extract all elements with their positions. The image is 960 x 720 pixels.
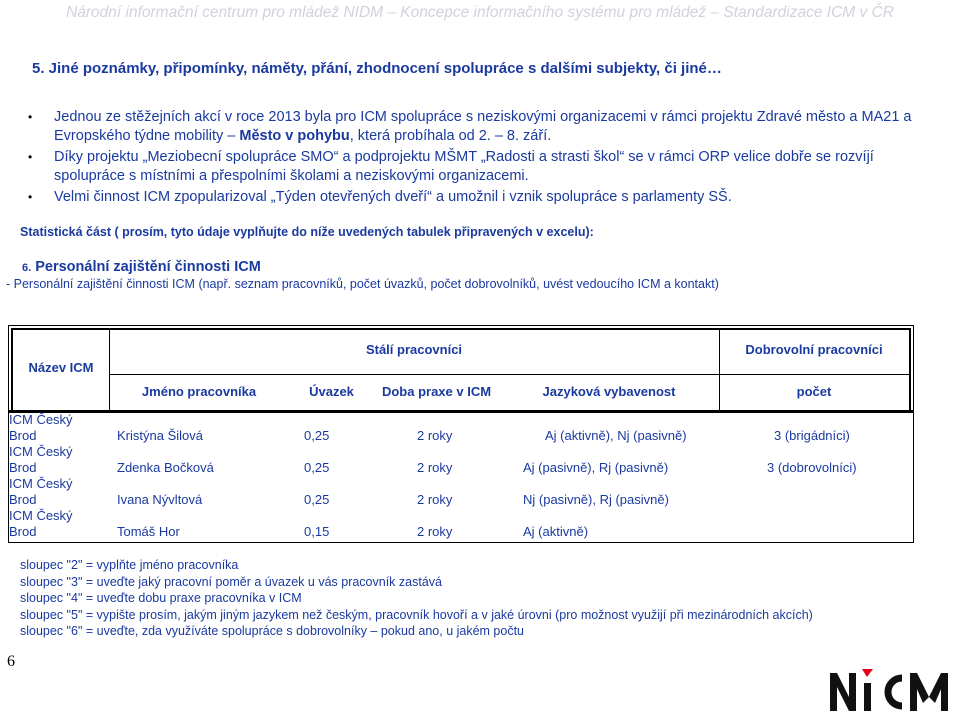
table-row: [9, 410, 913, 442]
cell-icm: ICM Český: [9, 444, 73, 459]
cell-praxe: 2 roky: [417, 428, 453, 443]
header-uvazek: Úvazek: [309, 384, 354, 399]
cell-pocet: 3 (brigádníci): [774, 428, 850, 443]
cell-jmeno: Ivana Nývltová: [117, 492, 203, 507]
cell-icm: Brod: [9, 492, 37, 507]
cell-jmeno: Tomáš Hor: [117, 524, 180, 539]
header-stali-pracovnici: Stálí pracovníci: [365, 342, 463, 357]
section-6-subtitle: - Personální zajištění činnosti ICM (např. seznam pracovníků, počet úvazků, počet dobrovolníků, uvést vedoucího ICM a kontakt): [6, 277, 719, 291]
section-6-number: 6.: [22, 262, 32, 274]
cell-jazyk: Aj (pasivně), Rj (pasivně): [523, 460, 669, 475]
cell-pocet: 3 (dobrovolníci): [767, 460, 857, 475]
column-notes: [20, 557, 813, 640]
header-pocet: počet: [796, 384, 832, 399]
running-header: Národní informační centrum pro mládež NIDM – Koncepce informačního systému pro mládež – Standardizace ICM v ČR: [66, 4, 894, 21]
bullet-icon: •: [28, 150, 33, 164]
bullet-bold-text: Město v pohybu: [239, 128, 350, 144]
bullet-icon: •: [28, 110, 33, 124]
nicm-logo: [826, 663, 956, 715]
cell-praxe: 2 roky: [417, 492, 453, 507]
table-header: [9, 326, 913, 413]
section-6-title: [22, 259, 261, 275]
bullet-item: [28, 148, 930, 186]
cell-uvazek: 0,25: [304, 460, 330, 475]
header-dobrovolni-pracovnici: Dobrovolní pracovníci: [745, 342, 883, 357]
note-line: sloupec "6" = uveďte, zda využíváte spolupráce s dobrovolníky – pokud ano, u jakém počtu: [20, 624, 525, 639]
cell-jazyk: Aj (aktivně): [523, 524, 589, 539]
bullet-icon: •: [28, 190, 33, 204]
table-row: [9, 474, 913, 506]
statistics-heading: Statistická část ( prosím, tyto údaje vyplňujte do níže uvedených tabulek připravených v excelu):: [20, 225, 594, 239]
bullet-text: , která probíhala od 2. – 8. září.: [349, 128, 552, 144]
cell-uvazek: 0,25: [304, 492, 330, 507]
bullet-item: [28, 188, 930, 207]
bullet-item: [28, 108, 930, 146]
personnel-table: [8, 325, 914, 543]
table-rule: [11, 328, 911, 330]
cell-praxe: 2 roky: [417, 460, 453, 475]
table-row: [9, 442, 913, 474]
bullet-list: [28, 108, 930, 209]
cell-icm: ICM Český: [9, 508, 73, 523]
table-row: [9, 506, 913, 538]
header-jazykova-vybavenost: Jazyková vybavenost: [542, 384, 676, 399]
header-nazev-icm: Název ICM: [28, 360, 94, 375]
page-number: 6: [7, 653, 15, 670]
bullet-text: Velmi činnost ICM zpopularizoval „Týden otevřených dveří“ a umožnil i vznik spolupráce s parlamenty SŠ.: [54, 189, 732, 205]
cell-jazyk: Aj (aktivně), Nj (pasivně): [545, 428, 687, 443]
note-line: sloupec "5" = vypište prosím, jakým jiným jazykem než českým, pracovník hovoří a v jaké úrovni (pro možnost využijí při mezinárodních akcích): [20, 607, 813, 622]
header-doba-praxe: Doba praxe v ICM: [381, 384, 492, 399]
cell-uvazek: 0,25: [304, 428, 330, 443]
cell-jmeno: Kristýna Šilová: [117, 428, 203, 443]
bullet-text: Jednou ze stěžejních akcí v roce 2013 byla pro ICM spolupráce s neziskovými organizacemi v rámci projektu Zdravé město a MA21 a Evropského týdne mobility –: [54, 109, 912, 144]
cell-jazyk: Nj (pasivně), Rj (pasivně): [523, 492, 669, 507]
note-line: sloupec "3" = uveďte jaký pracovní poměr a úvazek u vás pracovník zastává: [20, 574, 442, 589]
note-line: sloupec "2" = vyplňte jméno pracovníka: [20, 558, 239, 572]
section-6-title-text: Personální zajištění činnosti ICM: [35, 259, 261, 275]
cell-icm: Brod: [9, 428, 37, 443]
cell-icm: Brod: [9, 460, 37, 475]
table-rule: [909, 328, 911, 410]
bullet-text: Díky projektu „Meziobecní spolupráce SMO“ a podprojektu MŠMT „Radosti a strasti škol“ se v rámci ORP velice dobře se rozvíjí spolupráce s místními a přespolními školami a neziskovými organizacemi.: [54, 149, 874, 184]
cell-praxe: 2 roky: [417, 524, 453, 539]
cell-icm: Brod: [9, 524, 37, 539]
cell-jmeno: Zdenka Bočková: [117, 460, 214, 475]
cell-icm: ICM Český: [9, 412, 73, 427]
cell-uvazek: 0,15: [304, 524, 330, 539]
note-line: sloupec "4" = uveďte dobu praxe pracovníka v ICM: [20, 591, 302, 606]
cell-icm: ICM Český: [9, 476, 73, 491]
section-5-title: 5. Jiné poznámky, připomínky, náměty, přání, zhodnocení spolupráce s dalšími subjekty, či jiné…: [32, 60, 722, 77]
header-jmeno: Jméno pracovníka: [141, 384, 257, 399]
table-rule: [109, 374, 909, 375]
